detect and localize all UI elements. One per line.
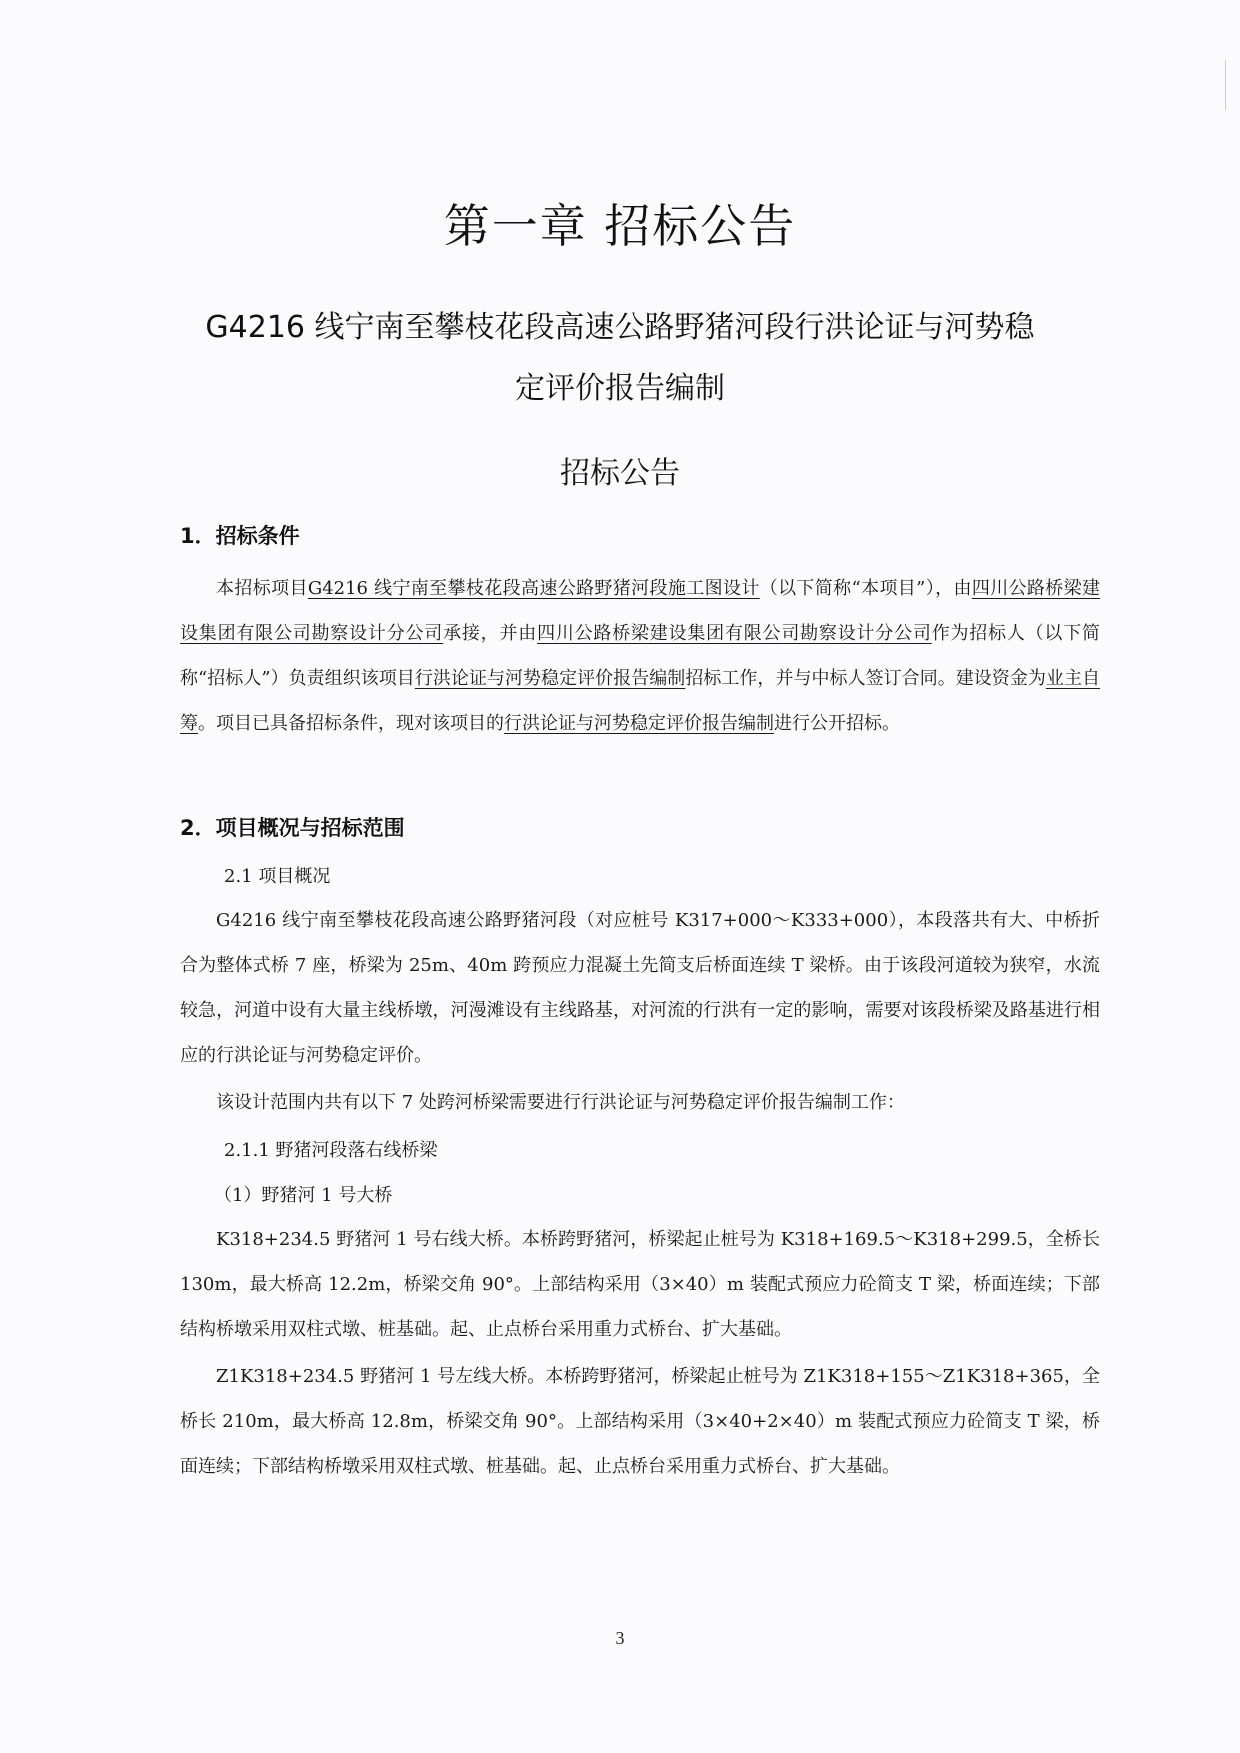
subsection-2-1-heading: 2.1 项目概况: [224, 866, 331, 887]
underlined-field: 业主自筹: [180, 668, 1100, 734]
subsection-2-1-1-heading: 2.1.1 野猪河段落右线桥梁: [224, 1140, 438, 1161]
paragraph-text: 进行公开招标。: [774, 713, 900, 734]
underlined-field: G4216 线宁南至攀枝花段高速公路野猪河段施工图设计: [307, 578, 760, 599]
underlined-field: 四川公路桥梁建设集团有限公司勘察设计分公司: [537, 623, 932, 644]
left-bridge-paragraph: Z1K318+234.5 野猪河 1 号左线大桥。本桥跨野猪河，桥梁起止桩号为 Z1K318+155～Z1K318+365，全桥长 210m，最大桥高 12.8m，桥梁交角 90°。上部结构采用（3×40+2×40）m 装配式预应力砼简支 T 梁，桥面连续；下部结构桥墩采用双柱式墩、桩基础。起、止点桥台采用重力式桥台、扩大基础。: [180, 1366, 1100, 1477]
chapter-title: 第一章 招标公告: [443, 199, 797, 253]
section-1-paragraph: [180, 566, 1100, 746]
bridge-item-1-heading: （1）野猪河 1 号大桥: [214, 1185, 393, 1206]
notice-title: 招标公告: [560, 456, 680, 491]
page-number: 3: [615, 1628, 625, 1648]
section-2-heading: 2．项目概况与招标范围: [180, 816, 405, 840]
overview-paragraph: G4216 线宁南至攀枝花段高速公路野猪河段（对应桩号 K317+000～K333+000），本段落共有大、中桥折合为整体式桥 7 座，桥梁为 25m、40m 跨预应力混凝土先简支后桥面连续 T 梁桥。由于该段河道较为狭窄，水流较急，河道中设有大量主线桥墩，河漫滩设有主线路基，对河流的行洪有一定的影响，需要对该段桥梁及路基进行相应的行洪论证与河势稳定评价。: [180, 910, 1100, 1066]
paragraph-text: 作为招标人（以下简称“招标人”）负责组织该项目: [180, 623, 1101, 689]
scope-paragraph: 该设计范围内共有以下 7 处跨河桥梁需要进行行洪论证与河势稳定评价报告编制工作：: [216, 1092, 905, 1113]
underlined-field: 行洪论证与河势稳定评价报告编制: [504, 713, 774, 734]
project-title-line-1: G4216 线宁南至攀枝花段高速公路野猪河段行洪论证与河势稳: [205, 310, 1035, 345]
project-title-line-2: 定评价报告编制: [515, 371, 725, 406]
paragraph-text: （以下简称“本项目”），由: [759, 578, 972, 599]
right-bridge-paragraph: K318+234.5 野猪河 1 号右线大桥。本桥跨野猪河，桥梁起止桩号为 K318+169.5～K318+299.5，全桥长 130m，最大桥高 12.2m，桥梁交角 90°。上部结构采用（3×40）m 装配式预应力砼简支 T 梁，桥面连续；下部结构桥墩采用双柱式墩、桩基础。起、止点桥台采用重力式桥台、扩大基础。: [180, 1229, 1100, 1340]
paragraph-text: 招标工作，并与中标人签订合同。建设资金为: [685, 668, 1046, 689]
underlined-field: 四川公路桥梁建设集团有限公司勘察设计分公司: [180, 578, 1101, 644]
paragraph-text: 本招标项目: [216, 578, 308, 599]
underlined-field: 行洪论证与河势稳定评价报告编制: [414, 668, 686, 689]
section-1-heading: 1．招标条件: [180, 524, 300, 548]
paragraph-text: 承接，并由: [443, 623, 538, 644]
paragraph-text: 。项目已具备招标条件，现对该项目的: [198, 713, 504, 734]
scan-margin-mark: [1225, 60, 1226, 110]
